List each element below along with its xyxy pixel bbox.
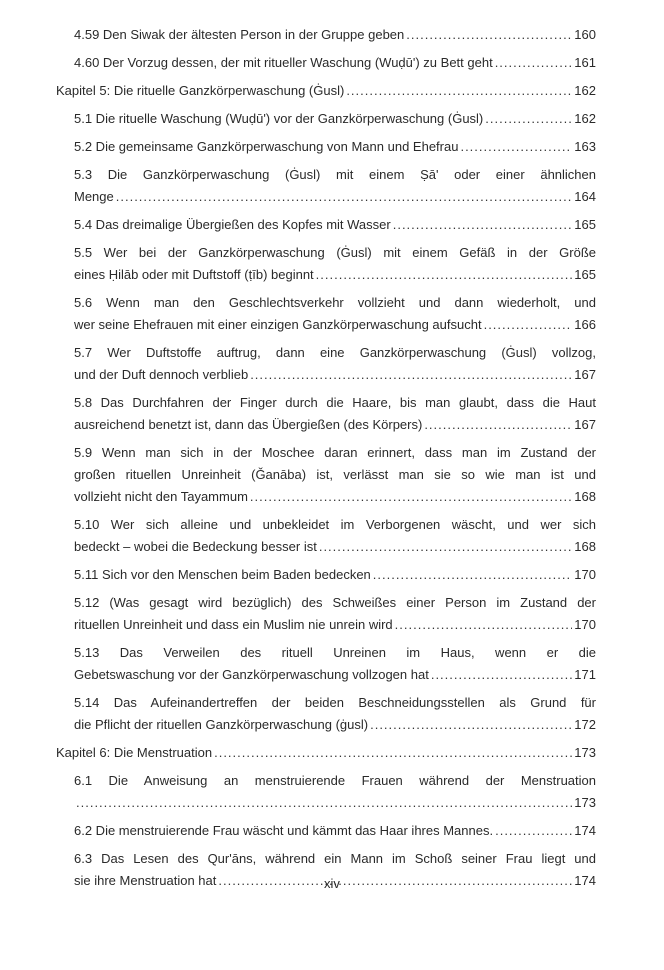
toc-page-number: 167 [574,417,596,432]
toc-section-entry [56,692,596,736]
toc-section-entry [56,392,596,436]
toc-page-number: 162 [574,111,596,126]
toc-page-number: 173 [574,745,596,760]
table-of-contents [56,24,596,898]
toc-entry-text: 5.2 Die gemeinsame Ganzkörperwaschung von Mann und Ehefrau [74,139,459,154]
dot-leader [373,564,573,586]
toc-entry-text: rituellen Unreinheit und dass ein Muslim nie unrein wird [74,617,393,632]
toc-entry-text: 5.11 Sich vor den Menschen beim Baden bedecken [74,567,371,582]
toc-page-number: 173 [574,795,596,810]
dot-leader [76,792,572,814]
toc-entry-text: 6.2 Die menstruierende Frau wäscht und kämmt das Haar ihres Mannes. [74,823,494,838]
toc-page-number: 172 [574,717,596,732]
toc-section-entry [56,164,596,208]
dot-leader [406,24,572,46]
toc-entry-text: großen rituellen Unreinheit (Ǧanāba) ist, verlässt man sie so wie man ist und [74,467,596,482]
toc-section-entry [56,52,596,74]
page-folio: xiv [324,876,340,891]
toc-page-number: 163 [574,139,596,154]
toc-page-number: 161 [574,55,596,70]
toc-entry-text: ausreichend benetzt ist, dann das Übergießen (des Körpers) [74,417,423,432]
toc-section-entry [56,442,596,508]
toc-entry-text: bedeckt – wobei die Bedeckung besser ist [74,539,317,554]
toc-entry-text: 6.3 Das Lesen des Qur'āns, während ein Mann im Schoß seiner Frau liegt und [74,851,596,866]
toc-entry-text: 5.9 Wenn man sich in der Moschee daran erinnert, dass man im Zustand der [74,445,596,460]
toc-page-number: 164 [574,189,596,204]
toc-page-number: 174 [574,823,596,838]
toc-chapter-entry [56,742,596,764]
toc-page-number: 165 [574,217,596,232]
toc-section-entry [56,242,596,286]
toc-section-entry [56,292,596,336]
dot-leader [495,820,572,842]
toc-section-entry [56,592,596,636]
toc-entry-text: 5.8 Das Durchfahren der Finger durch die Haare, bis man glaubt, dass die Haut [74,395,596,410]
toc-entry-text: eines Ḥilāb oder mit Duftstoff (ṭīb) beginnt [74,267,314,282]
toc-page-number: 162 [574,83,596,98]
toc-section-entry [56,770,596,814]
dot-leader [485,108,572,130]
toc-section-entry [56,214,596,236]
toc-page-number: 168 [574,539,596,554]
dot-leader [319,536,572,558]
dot-leader [316,264,573,286]
toc-entry-text: 5.1 Die rituelle Waschung (Wuḍū') vor der Ganzkörperwaschung (Ġusl) [74,111,484,126]
toc-entry-text: 5.3 Die Ganzkörperwaschung (Ġusl) mit einem Ṣā' oder einer ähnlichen [74,167,596,182]
toc-section-entry [56,24,596,46]
toc-entry-text: 5.10 Wer sich alleine und unbekleidet im Verborgenen wäscht, und wer sich [74,517,596,532]
dot-leader [370,714,572,736]
toc-page-number: 166 [574,317,596,332]
toc-entry-text: 4.60 Der Vorzug dessen, der mit ritueller Waschung (Wuḍū') zu Bett geht [74,55,493,70]
toc-entry-text: Menge [74,189,114,204]
dot-leader [346,80,572,102]
toc-chapter-entry [56,80,596,102]
toc-page-number: 170 [574,617,596,632]
dot-leader [424,414,572,436]
dot-leader [495,52,573,74]
toc-entry-text: 5.12 (Was gesagt wird bezüglich) des Schweißes einer Person im Zustand der [74,595,596,610]
dot-leader [395,614,573,636]
toc-entry-text: sie ihre Menstruation hat [74,873,217,888]
toc-entry-text: 4.59 Den Siwak der ältesten Person in der Gruppe geben [74,27,405,42]
dot-leader [250,364,572,386]
dot-leader [460,136,572,158]
toc-entry-text: wer seine Ehefrauen mit einer einzigen Ganzkörperwaschung aufsucht [74,317,482,332]
toc-page-number: 165 [574,267,596,282]
toc-section-entry [56,514,596,558]
dot-leader [214,742,572,764]
dot-leader [431,664,572,686]
toc-page-number: 168 [574,489,596,504]
toc-entry-text: Kapitel 6: Die Menstruation [56,745,213,760]
dot-leader [393,214,573,236]
toc-page-number: 174 [574,873,596,888]
toc-page-number: 171 [574,667,596,682]
toc-entry-text: 5.14 Das Aufeinandertreffen der beiden Beschneidungsstellen als Grund für [74,695,596,710]
toc-page-number: 167 [574,367,596,382]
toc-entry-text: vollzieht nicht den Tayammum [74,489,248,504]
toc-entry-text: 5.6 Wenn man den Geschlechtsverkehr vollzieht und dann wiederholt, und [74,295,596,310]
toc-section-entry [56,642,596,686]
toc-entry-text: Kapitel 5: Die rituelle Ganzkörperwaschung (Ġusl) [56,83,345,98]
dot-leader [116,186,573,208]
toc-entry-text: und der Duft dennoch verblieb [74,367,249,382]
toc-page-number: 160 [574,27,596,42]
dot-leader [484,314,573,336]
toc-entry-text: 5.13 Das Verweilen des rituell Unreinen im Haus, wenn er die [74,645,596,660]
toc-entry-text: Gebetswaschung vor der Ganzkörperwaschung vollzogen hat [74,667,429,682]
toc-entry-text: 5.7 Wer Duftstoffe auftrug, dann eine Ganzkörperwaschung (Ġusl) vollzog, [74,345,596,360]
toc-entry-text: die Pflicht der rituellen Ganzkörperwaschung (ġusl) [74,717,369,732]
toc-entry-text: 5.5 Wer bei der Ganzkörperwaschung (Ġusl) mit einem Gefäß in der Größe [74,245,596,260]
toc-section-entry [56,342,596,386]
toc-section-entry [56,108,596,130]
toc-section-entry [56,564,596,586]
toc-section-entry [56,136,596,158]
toc-section-entry [56,820,596,842]
dot-leader [250,486,572,508]
toc-page-number: 170 [574,567,596,582]
toc-entry-text: 5.4 Das dreimalige Übergießen des Kopfes mit Wasser [74,217,391,232]
toc-entry-text: 6.1 Die Anweisung an menstruierende Frauen während der Menstruation [74,773,596,788]
